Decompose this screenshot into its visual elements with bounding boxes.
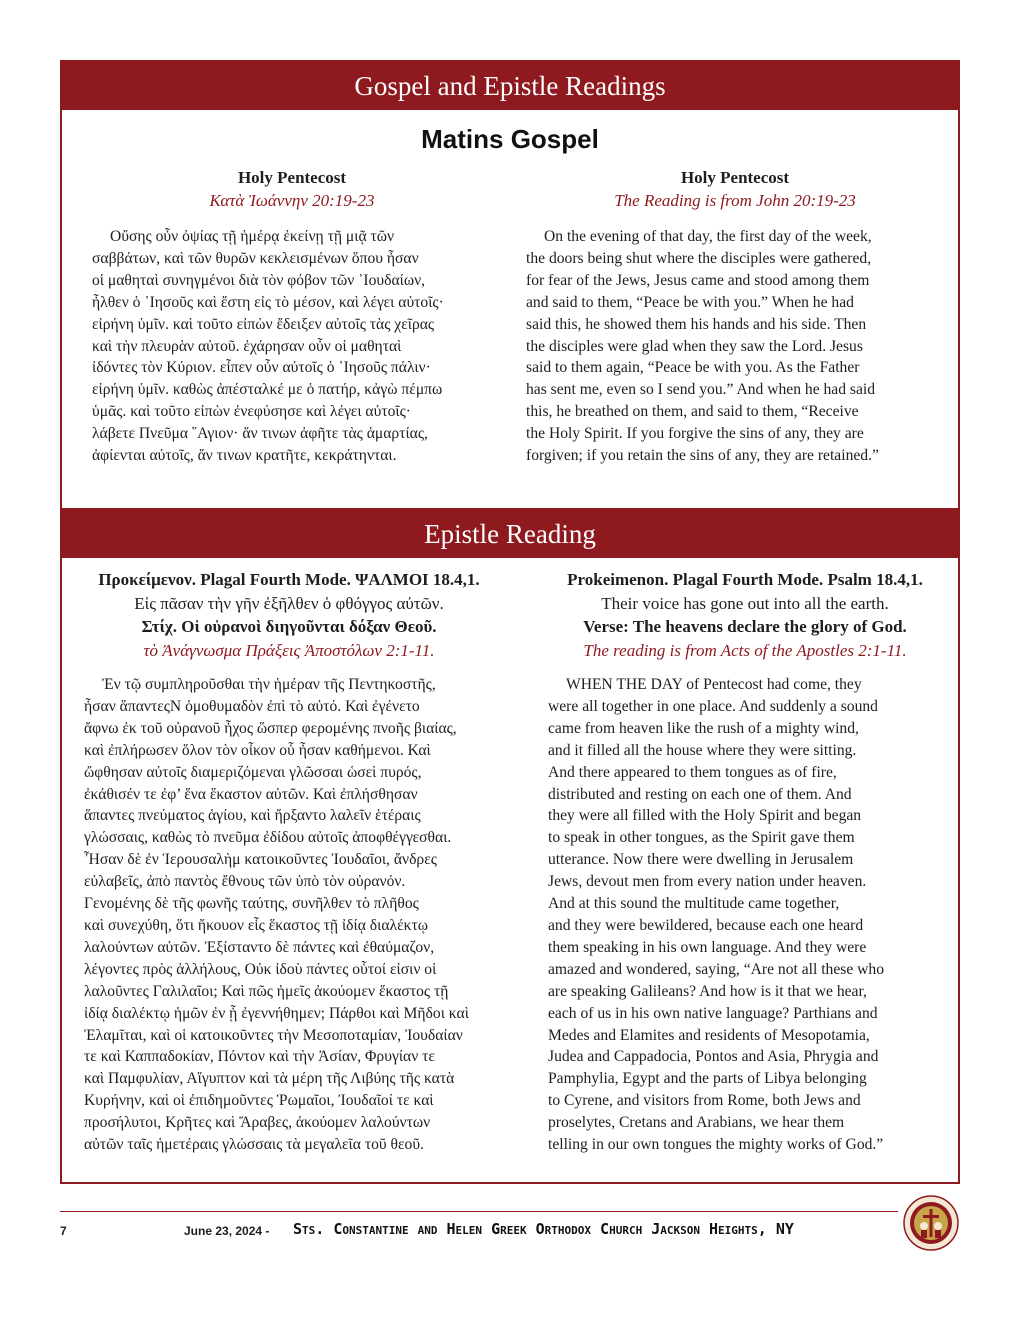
gospel-greek-column [92,166,492,467]
epistle-panel [60,508,960,1184]
epistle-greek-column [84,568,494,1156]
epistle-greek-header [84,568,494,662]
epistle-english-text: WHEN THE DAY of Pentecost had come, they were all together in one place. And suddenly a sound came from heaven like the rush of a mighty wind, and it filled all the house where they were sitting. And there appeared to them tongues as of fire, distributed and resting on each one of them. And they were all filled with the Holy Spirit and began to speak in other tongues, as the Spirit gave them utterance. Now there were dwelling in Jerusalem Jews, devout men from every nation under heaven. And at this sound the multitude came together, and they were bewildered, because each one heard them speaking in his own language. And they were amazed and wondered, saying, “Are not all these who are speaking Galileans? And how is it that we hear, each of us in his own native language? Parthians and Medes and Elamites and residents of Mesopotamia, Judea and Cappadocia, Pontos and Asia, Phrygia and Pamphylia, Egypt and the parts of Libya belonging to Cyrene, and visitors from Rome, both Jews and proselytes, Cretans and Arabians, we hear them telling in our own tongues the mighty works of God.” [548,676,885,1154]
gospel-english-title: Holy Pentecost [680,168,790,187]
church-seal-icon [903,1195,959,1251]
epistle-greek-text: Ἐν τῷ συμπληροῦσθαι τὴν ἡμέραν τῆς Πεντηκοστῆς, ἦσαν ἅπαντεςΝ ὁμοθυμαδὸν ἐπὶ τὸ αὐτό. Καὶ ἐγένετο ἄφνω ἐκ τοῦ οὐρανοῦ ἦχος ὥσπερ φερομένης πνοῆς βιαίας, καὶ ἐπλήρωσεν ὅλον τὸν οἶκον οὗ ἦσαν καθήμενοι. Καὶ ὤφθησαν αὐτοῖς διαμεριζόμεναι γλῶσσαι ὡσεὶ πυρός, ἐκάθισέν τε ἐφ’ ἕνα ἕκαστον αὐτῶν. Καὶ ἐπλήσθησαν ἅπαντες πνεύματος ἁγίου, καὶ ἤρξαντο λαλεῖν ἑτέραις γλώσσαις, καθὼς τὸ πνεῦμα ἐδίδου αὐτοῖς ἀποφθέγγεσθαι. Ἦσαν δὲ ἐν Ἱερουσαλὴμ κατοικοῦντες Ἰουδαῖοι, ἄνδρες εὐλαβεῖς, ἀπὸ παντὸς ἔθνους τῶν ὑπὸ τὸν οὐρανόν. Γενομένης δὲ τῆς φωνῆς ταύτης, συνῆλθεν τὸ πλῆθος καὶ συνεχύθη, ὅτι ἤκουον εἷς ἕκαστος τῇ ἰδίᾳ διαλέκτῳ λαλούντων αὐτῶν. Ἐξίσταντο δὲ πάντες καὶ ἐθαύμαζον, λέγοντες πρὸς ἀλλήλους, Οὐκ ἰδοὺ πάντες οὗτοί εἰσιν οἱ λαλοῦντες Γαλιλαῖοι; Καὶ πῶς ἡμεῖς ἀκούομεν ἕκαστος τῇ ἰδίᾳ διαλέκτῳ ἡμῶν ἐν ᾗ ἐγεννήθημεν; Πάρθοι καὶ Μῆδοι καὶ Ἐλαμῖται, καὶ οἱ κατοικοῦντες τὴν Μεσοποταμίαν, Ἰουδαίαν τε καὶ Καππαδοκίαν, Πόντον καὶ τὴν Ἀσίαν, Φρυγίαν τε καὶ Παμφυλίαν, Αἴγυπτον καὶ τὰ μέρη τῆς Λιβύης τῆς κατὰ Κυρήνην, καὶ οἱ ἐπιδημοῦντες Ῥωμαῖοι, Ἰουδαῖοί τε καὶ προσήλυτοι, Κρῆτες καὶ Ἄραβες, ἀκούομεν λαλούντων αὐτῶν ταῖς ἡμετέραις γλώσσαις τὰ μεγαλεῖα τοῦ θεοῦ. [84,676,469,1154]
footer-divider [60,1211,898,1212]
page-footer [60,1222,900,1242]
epistle-english-reference: The reading is from Acts of the Apostles 2:1-11. [583,640,907,660]
footer-church-name: Sts. Constantine and Helen Greek Orthodox Church Jackson Heights, NY [293,1220,794,1238]
gospel-english-header [526,166,944,212]
gospel-greek-reference: Κατὰ Ἰωάννην 20:19-23 [209,191,375,210]
gospel-banner: Gospel and Epistle Readings [62,62,958,110]
epistle-banner: Epistle Reading [62,510,958,558]
gospel-english-reference: The Reading is from John 20:19-23 [614,191,856,210]
epistle-english-header [548,568,942,662]
gospel-english-column [526,166,944,467]
epistle-english-verse1: Their voice has gone out into all the earth. [601,593,889,613]
epistle-greek-prokeimenon: Προκείμενον. Plagal Fourth Mode. ΨΑΛΜΟΙ 18.4,1. [98,570,480,589]
epistle-english-prokeimenon: Prokeimenon. Plagal Fourth Mode. Psalm 18.4,1. [567,570,923,589]
epistle-english-column [548,568,942,1156]
gospel-greek-header [92,166,492,212]
epistle-greek-verse1: Εἰς πᾶσαν τὴν γῆν ἐξῆλθεν ὁ φθόγγος αὐτῶν. [134,593,444,613]
footer-date: June 23, 2024 - [184,1224,270,1238]
epistle-english-verse2: Verse: The heavens declare the glory of God. [583,617,907,636]
epistle-greek-verse2: Στίχ. Οἱ οὐρανοὶ διηγοῦνται δόξαν Θεοῦ. [141,617,437,636]
epistle-greek-reference: τὸ Ἀνάγνωσμα Πράξεις Ἀποστόλων 2:1-11. [143,640,435,660]
matins-gospel-heading: Matins Gospel [421,124,599,154]
gospel-panel [60,60,960,512]
gospel-english-text: On the evening of that day, the first day of the week, the doors being shut where the disciples were gathered, for fear of the Jews, Jesus came and stood among them and said to them, “Peace be with you.” When he had said this, he showed them his hands and his side. Then the disciples were glad when they saw the Lord. Jesus said to them again, “Peace be with you. As the Father has sent me, even so I send you.” And when he had said this, he breathed on them, and said to them, “Receive the Holy Spirit. If you forgive the sins of any, they are forgiven; if you retain the sins of any, they are retained.” [526,228,879,465]
gospel-greek-text: Οὔσης οὖν ὀψίας τῇ ἡμέρᾳ ἐκείνῃ τῇ μιᾷ τῶν σαββάτων, καὶ τῶν θυρῶν κεκλεισμένων ὅπου ἦσαν οἱ μαθηταὶ συνηγμένοι διὰ τὸν φόβον τῶν ᾿Ιουδαίων, ἦλθεν ὁ ᾿Ιησοῦς καὶ ἔστη εἰς τὸ μέσον, καὶ λέγει αὐτοῖς· εἰρήνη ὑμῖν. καὶ τοῦτο εἰπὼν ἔδειξεν αὐτοῖς τὰς χεῖρας καὶ τὴν πλευρὰν αὐτοῦ. ἐχάρησαν οὖν οἱ μαθηταὶ ἰδόντες τὸν Κύριον. εἶπεν οὖν αὐτοῖς ὁ ᾿Ιησοῦς πάλιν· εἰρήνη ὑμῖν. καθὼς ἀπέσταλκέ με ὁ πατήρ, κἀγὼ πέμπω ὑμᾶς. καὶ τοῦτο εἰπὼν ἐνεφύσησε καὶ λέγει αὐτοῖς· λάβετε Πνεῦμα ῞Αγιον· ἄν τινων ἀφῆτε τὰς ἁμαρτίας, ἀφίενται αὐτοῖς, ἄν τινων κρατῆτε, κεκράτηνται. [92,228,444,465]
page-number: 7 [60,1224,67,1238]
gospel-greek-title: Holy Pentecost [237,168,347,187]
